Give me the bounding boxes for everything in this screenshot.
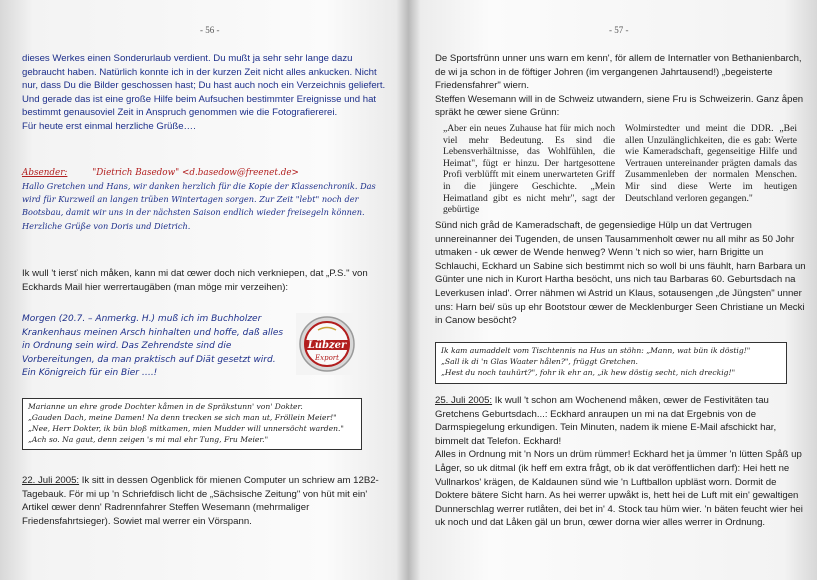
left-para3-text: Ik sitt in dessen Ogenblick för mienen Computer un schriew am 12B2-Tagebauk. För mi up 'n Schriefdisch licht de „Sächsische Zeitung" von hüt mit ein' Artikel œwer denn' Radrennfahrer Steffen Wesemann (mehrmaliger Friedensfahrtsieger). Sowiet mal werrer ein Vörspann. bbox=[22, 475, 379, 527]
right-para2-text: Sünd nich gråd de Kameradschaft, de gegensiedige Hülp un dat Vertrugen unnereinanner dei Tugenden, de unsen Tausammenholt œwer nu all mihr as 50 Johr utmaken - uk œwer de Wende henweg? Wenn 't nich so wier, harn Brigitte un Schlauchi, Eckhard un Sabine sich bestimmt nich so woll bi uns fäuhlt, harn Barbara un Günter une nich in Kurort Hartha besöcht, uns nich tau Barbaras 60. Geburtsdach na Leverkusen inlad'. Orrer nähmen wi Astrid un Klaus, sotausengen „de Jüngsten" unner uns: Harn bei/ süs up ehr Bootstour œwer de Mecklenburger Seen Christiane un Mecki in Canow besöcht? bbox=[435, 220, 806, 327]
newspaper-quote bbox=[443, 123, 797, 216]
email-label: Absender: bbox=[22, 168, 68, 178]
right-box-line-2: „Sall ik di 'n Glas Waater hålen?", früggt Gretchen. bbox=[441, 357, 638, 366]
ps-block bbox=[22, 313, 290, 381]
right-joke-box bbox=[435, 342, 787, 384]
right-box-line-1: Ik kam aumaddelt vom Tischtennis na Hus un stöhn: „Mann, wat bün ik döstig!" bbox=[441, 346, 751, 355]
email-block bbox=[22, 167, 390, 233]
email-body: Hallo Gretchen und Hans, wir danken herzlich für die Kopie der Klassenchronik. Das wird für Kurzweil an langen trüben Wintertagen sorgen. Zur Zeit "lebt" noch der Bootsbau, damit wir uns in der nächsten Saison endlich wieder freisegeln können. Herzliche Grüße von Doris und Dietrich. bbox=[22, 181, 376, 231]
left-para1-closing: Für heute erst einmal herzliche Grüße…. bbox=[22, 120, 196, 132]
right-para3-text: Ik wull 't schon am Wochenend måken, œwer de Festivitäten tau Gretchens Geburtsdach...: Eckhard anraupen un mi na dat Ergebnis von de Darmspiegelung erkundigen. Tein Minuten, nadem ik miene E-Mail afschickt har, bimmelt dat Telefon. Eckhard! bbox=[435, 395, 777, 447]
left-paragraph-2 bbox=[22, 267, 390, 294]
left-date-heading: 22. Juli 2005: bbox=[22, 475, 80, 486]
left-paragraph-3 bbox=[22, 474, 390, 528]
left-joke-box bbox=[22, 398, 362, 450]
ps-text: Morgen (20.7. – Anmerkg. H.) muß ich im Buchholzer Krankenhaus meinen Arsch hinhalten und hoffe, daß alles in Ordnung sein wird. Das Zehrendste sind die Vorbereitungen, da man praktisch auf Diät gesetzt wird. Ein Königreich für ein Bier ….! bbox=[22, 314, 284, 379]
right-page bbox=[409, 0, 817, 580]
quote-column-2: Wolmirstedter und meint die DDR. „Bei allen Unzulänglichkeiten, die es gab: Werte wie Kameradschaft, gegenseitige Hilfe und Vertrauen untereinander prägten damals das Zusammenleben der normalen Menschen. Mir sind diese Werte im heutigen Deutschland verloren gegangen." bbox=[625, 123, 797, 204]
left-box-line-4: „Ach so. Na gaut, denn zeigen 's mi mal ehr Tung, Fru Meier." bbox=[28, 435, 269, 444]
left-para1-text: dieses Werkes einen Sonderurlaub verdient. Du mußt ja sehr sehr lange dazu gebraucht haben. Natürlich konnte ich in der kurzen Zeit nicht alles ankucken. Nicht nur, dass Du die Bilder geschossen hast; Du hast auch noch ein Verzeichnis geliefert. Und gerade das ist eine große Hilfe beim Aufsuchen bestimmter Ereignisse und hat bestimmt genausoviel Zeit in Anspruch genommen wie die Fotografiererei. bbox=[22, 53, 386, 119]
right-box-line-3: „Hest du noch tauhürt?", fohr ik ehr an, „ik hew döstig secht, nich dreckig!" bbox=[441, 368, 736, 377]
left-box-line-2: „Gauden Dach, meine Damen! Na denn trecken se sich man ut, Fröllein Meier!" bbox=[28, 413, 337, 422]
left-paragraph-1 bbox=[22, 52, 390, 134]
left-box-line-1: Marianne un ehre grode Dochter kåmen in de Spräkstunn' von' Dokter. bbox=[28, 402, 303, 411]
right-paragraph-1 bbox=[435, 52, 807, 120]
left-para2-text: Ik wull 't iersť nich måken, kann mi dat œwer doch nich verkniepen, dat „P.S." von Eckhards Mail hier werrertaugäben (man möge mir verzeihen): bbox=[22, 268, 368, 293]
right-paragraph-2 bbox=[435, 219, 807, 328]
quote-column-1: „Aber ein neues Zuhause hat für mich noch viel mehr Bedeutung. Es sind die Lebensverhältnisse, das Wohlfühlen, die Heimat", fügt er hinzu. Der hartgesottene Profi verblüfft mit einem unerwarteten Griff in die jüngere Geschichte. „Mein Heimatland gibt es nicht mehr", sagt der gebürtige bbox=[443, 123, 615, 216]
logo-top-text: Lübzer bbox=[307, 340, 347, 351]
logo-bottom-text: Export bbox=[315, 354, 339, 362]
left-box-line-3: „Nee, Herr Dokter, ik bün bloß mitkamen, mien Mudder will unnersöcht warden." bbox=[28, 424, 344, 433]
right-date-heading: 25. Juli 2005: bbox=[435, 395, 493, 406]
page-number-right: - 57 - bbox=[609, 25, 629, 35]
right-paragraph-3 bbox=[435, 394, 807, 530]
right-para1b-text: Steffen Wesemann will in de Schweiz utwandern, siene Fru is Schweizerin. Ganz åpen spräkt he œwer siene Grünn: bbox=[435, 93, 804, 119]
right-para1-text: De Sportsfrünn unner uns warn em kenn', för allem de Internatler von Bethanienbarch, de wi ja schon in de föftiger Johren (im vergangenen Jahrtausend!) „begeisterte Friedensfahrer" wiern. bbox=[435, 53, 802, 92]
right-para4-text: Alles in Ordnung mit 'n Nors un drüm rümmer! Eckhard het ja ümmer 'n lütten Spåß up Låger, so uk ditmal (ik heff em extra frågt, ob ik dat veröffentlichen darf): Hei hett ne Vullnarkos' krägen, de Kaldaunen sünd wie 'n Luftballon upbläst worn. Dormit de Doktere bätere Sicht harn. As hei werrer upwåkt is, hett hei de Luft mit ein' gewaltigen Dunnerschlag werrer rutlåten, dei bet in' 4. Stock tau hüm wier. 'n bäten feucht wier hei uk noch und dat Låken gäl un brun, œwer dorna wier alles werrer in Ordnung. bbox=[435, 449, 803, 529]
email-sender: "Dietrich Basedow" <d.basedow@freenet.de> bbox=[92, 168, 299, 178]
page-number-left: - 56 - bbox=[200, 25, 220, 35]
email-header bbox=[22, 167, 390, 180]
beer-bottlecap-logo bbox=[296, 313, 358, 375]
left-page bbox=[0, 0, 408, 580]
